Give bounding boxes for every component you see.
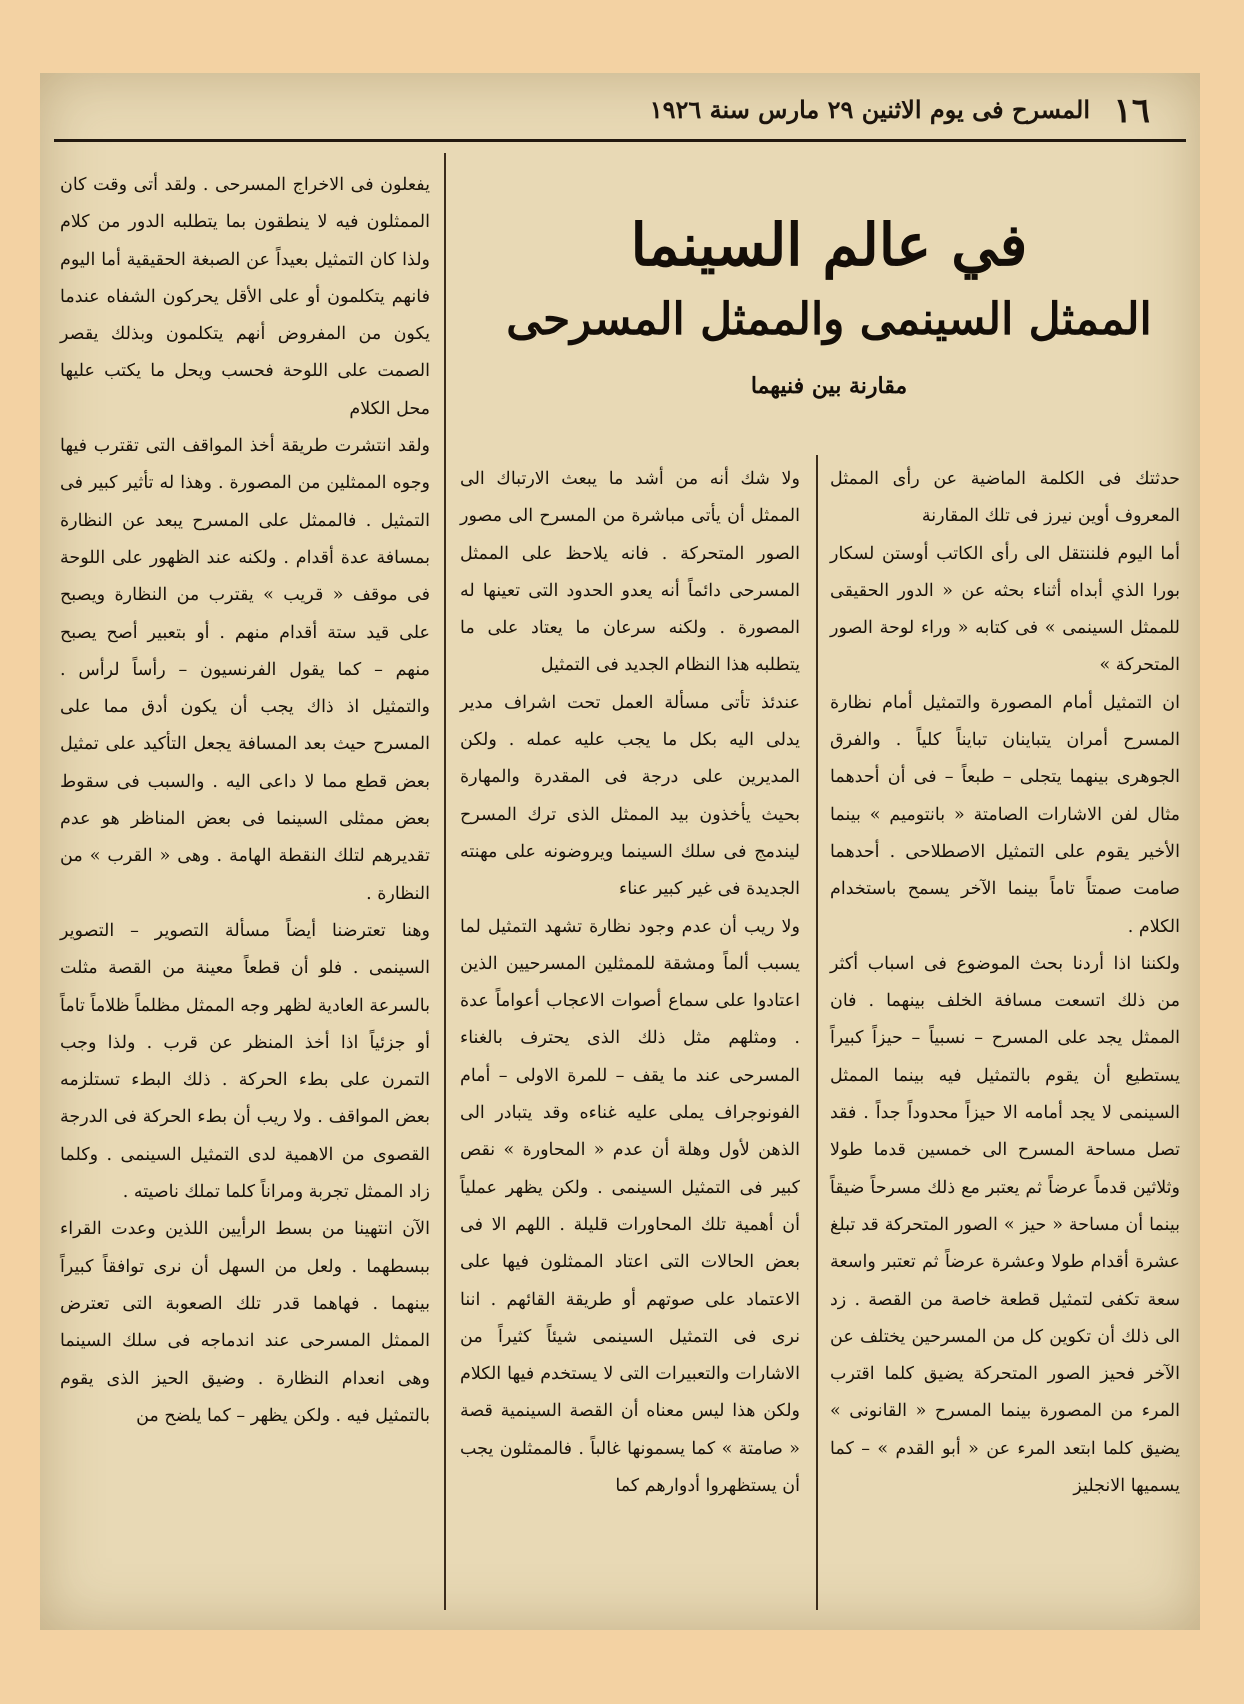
paragraph: ولا ريب أن عدم وجود نظارة تشهد التمثيل لما يسبب ألماً ومشقة للممثلين المسرحيين الذين اعتادوا على سماع أصوات الاعجاب أعواماً عدة . ومثلهم مثل ذلك الذى يحترف بالغناء المسرحى عند ما يقف – للمرة الاولى – أمام الفونوجراف يملى عليه غناءه وقد يتبادر الى الذهن لأول وهلة أن عدم « المحاورة » نقص كبير فى التمثيل السينمى . ولكن يظهر عملياً أن أهمية تلك المحاورات قليلة . اللهم الا فى بعض الحالات التى اعتاد الممثلون فيها على الاعتماد على صوتهم أو طريقة القائهم . اننا نرى فى التمثيل السينمى شيئاً كثيراً من الاشارات والتعبيرات التى لا يستخدم فيها الكلام ولكن هذا ليس معناه أن القصة السينمية قصة « صامتة » كما يسمونها غالباً . فالممثلون يجب أن يستظهروا أدوارهم كما: [460, 916, 800, 1497]
header-rule: [54, 139, 1186, 142]
article-tagline: مقارنة بين فنيهما: [750, 373, 908, 399]
column-divider-left: [444, 153, 446, 1610]
paragraph: ولا شك أنه من أشد ما يبعث الارتباك الى الممثل أن يأتى مباشرة من المسرح الى مصور الصور المتحركة . فانه يلاحظ على الممثل المسرحى دائماً أنه يعدو الحدود التى تعينها له المصورة . ولكنه سرعان ما يعتاد على ما يتطلبه هذا النظام الجديد فى التمثيل: [460, 469, 800, 676]
column-divider-right: [816, 455, 818, 1610]
page-number: ١٦: [1113, 91, 1150, 131]
page-header: [40, 73, 1200, 139]
paragraph: حدثتك فى الكلمة الماضية عن رأى الممثل المعروف أوين نيرز فى تلك المقارنة: [830, 469, 1180, 527]
paragraph: الآن انتهينا من بسط الرأيين اللذين وعدت القراء ببسطهما . ولعل من السهل أن نرى توافقاً كبيراً بينهما . فهاهما قدر تلك الصعوبة التى تعترض الممثل المسرحى عند اندماجه فى سلك السينما وهى انعدام النظارة . وضيق الحيز الذى يقوم بالتمثيل فيه . ولكن يظهر – كما يلضح من: [60, 1219, 430, 1426]
article-title-block: [458, 205, 1200, 411]
paragraph: وهنا تعترضنا أيضاً مسألة التصوير – التصوير السينمى . فلو أن قطعاً معينة من القصة مثلت بالسرعة العادية لظهر وجه الممثل مظلماً ظلاماً تاماً أو جزئياً اذا أخذ المنظر عن قرب . ولذا وجب التمرن على بطء الحركة . ذلك البطء تستلزمه بعض المواقف . ولا ريب أن بطء الحركة فى الدرجة القصوى من الاهمية لدى التمثيل السينمى . وكلما زاد الممثل تجربة ومراناً كلما تملك ناصيته .: [60, 920, 430, 1203]
text-column-right: [830, 461, 1180, 1505]
paragraph: ان التمثيل أمام المصورة والتمثيل أمام نظارة المسرح أمران يتباينان تبايناً كلياً . والفرق الجوهرى بينهما يتجلى – طبعاً – فى أن أحدهما مثال لفن الاشارات الصامتة « بانتوميم » بينما الأخير يقوم على التمثيل الاصطلاحى . أحدهما صامت صمتاً تاماً بينما الآخر يسمح باستخدام الكلام .: [830, 692, 1180, 937]
paragraph: يفعلون فى الاخراج المسرحى . ولقد أتى وقت كان الممثلون فيه لا ينطقون بما يتطلبه الدور من كلام ولذا كان التمثيل بعيداً عن الصبغة الحقيقية أما اليوم فانهم يتكلمون أو على الأقل يحركون الشفاه عندما يكون من المفروض أنهم يتكلمون وبذلك يقصر الصمت على اللوحة فحسب ويحل ما يكتب عليها محل الكلام: [60, 175, 430, 419]
running-head: المسرح فى يوم الاثنين ٢٩ مارس سنة ١٩٢٦: [649, 95, 1090, 124]
paragraph: أما اليوم فلننتقل الى رأى الكاتب أوستن لسكار بورا الذي أبداه أثناء بحثه عن « الدور الحقيقى للممثل السينمى » فى كتابه « وراء لوحة الصور المتحركة »: [830, 543, 1180, 676]
paragraph: عندئذ تأتى مسألة العمل تحت اشراف مدير يدلى اليه بكل ما يجب عليه عمله . ولكن المديرين على درجة فى المقدرة والمهارة بحيث يأخذون بيد الممثل الذى ترك المسرح ليندمج فى سلك السينما ويروضونه على مهنته الجديدة فى غير كبير عناء: [460, 692, 800, 900]
newspaper-page: [40, 73, 1200, 1630]
text-column-left: [60, 167, 430, 1435]
article-subtitle: الممثل السينمى والممثل المسرحى: [506, 294, 1152, 345]
paragraph: ولقد انتشرت طريقة أخذ المواقف التى تقترب فيها وجوه الممثلين من المصورة . وهذا له تأثير كبير فى التمثيل . فالممثل على المسرح يبعد عن النظارة بمسافة عدة أقدام . ولكنه عند الظهور على اللوحة فى موقف « قريب » يقترب من النظارة ويصبح على قيد ستة أقدام منهم . أو بتعبير أصح يصبح منهم – كما يقول الفرنسيون – رأساً لرأس . والتمثيل اذ ذاك يجب أن يكون أدق مما على المسرح حيث بعد المسافة يجعل التأكيد على تمثيل بعض قطع مما لا داعى اليه . والسبب فى سقوط بعض ممثلى السينما فى بعض المناظر هو عدم تقديرهم لتلك النقطة الهامة . وهى « القرب » من النظارة .: [60, 436, 430, 904]
text-column-middle: [460, 461, 800, 1505]
article-title: في عالم السينما: [630, 211, 1028, 279]
paragraph: ولكننا اذا أردنا بحث الموضوع فى اسباب أكثر من ذلك اتسعت مسافة الخلف بينهما . فان الممثل يجد على المسرح – نسبياً – حيزاً كبيراً يستطيع أن يقوم بالتمثيل فيه بينما الممثل السينمى لا يجد أمامه الا حيزاً محدوداً جداً . فقد تصل مساحة المسرح الى خمسين قدما طولا وثلاثين قدماً عرضاً ثم يعتبر مع ذلك مسرحاً ضيقاً بينما أن مساحة « حيز » الصور المتحركة قد تبلغ عشرة أقدام طولا وعشرة عرضاً ثم تعتبر واسعة سعة تكفى لتمثيل قطعة خاصة من القصة . زد الى ذلك أن تكوين كل من المسرحين يختلف عن الآخر فحيز الصور المتحركة يضيق كلما اقترب المرء من المصورة بينما المسرح « القانونى » يضيق كلما ابتعد المرء عن « أبو القدم » – كما يسميها الانجليز: [830, 953, 1180, 1497]
